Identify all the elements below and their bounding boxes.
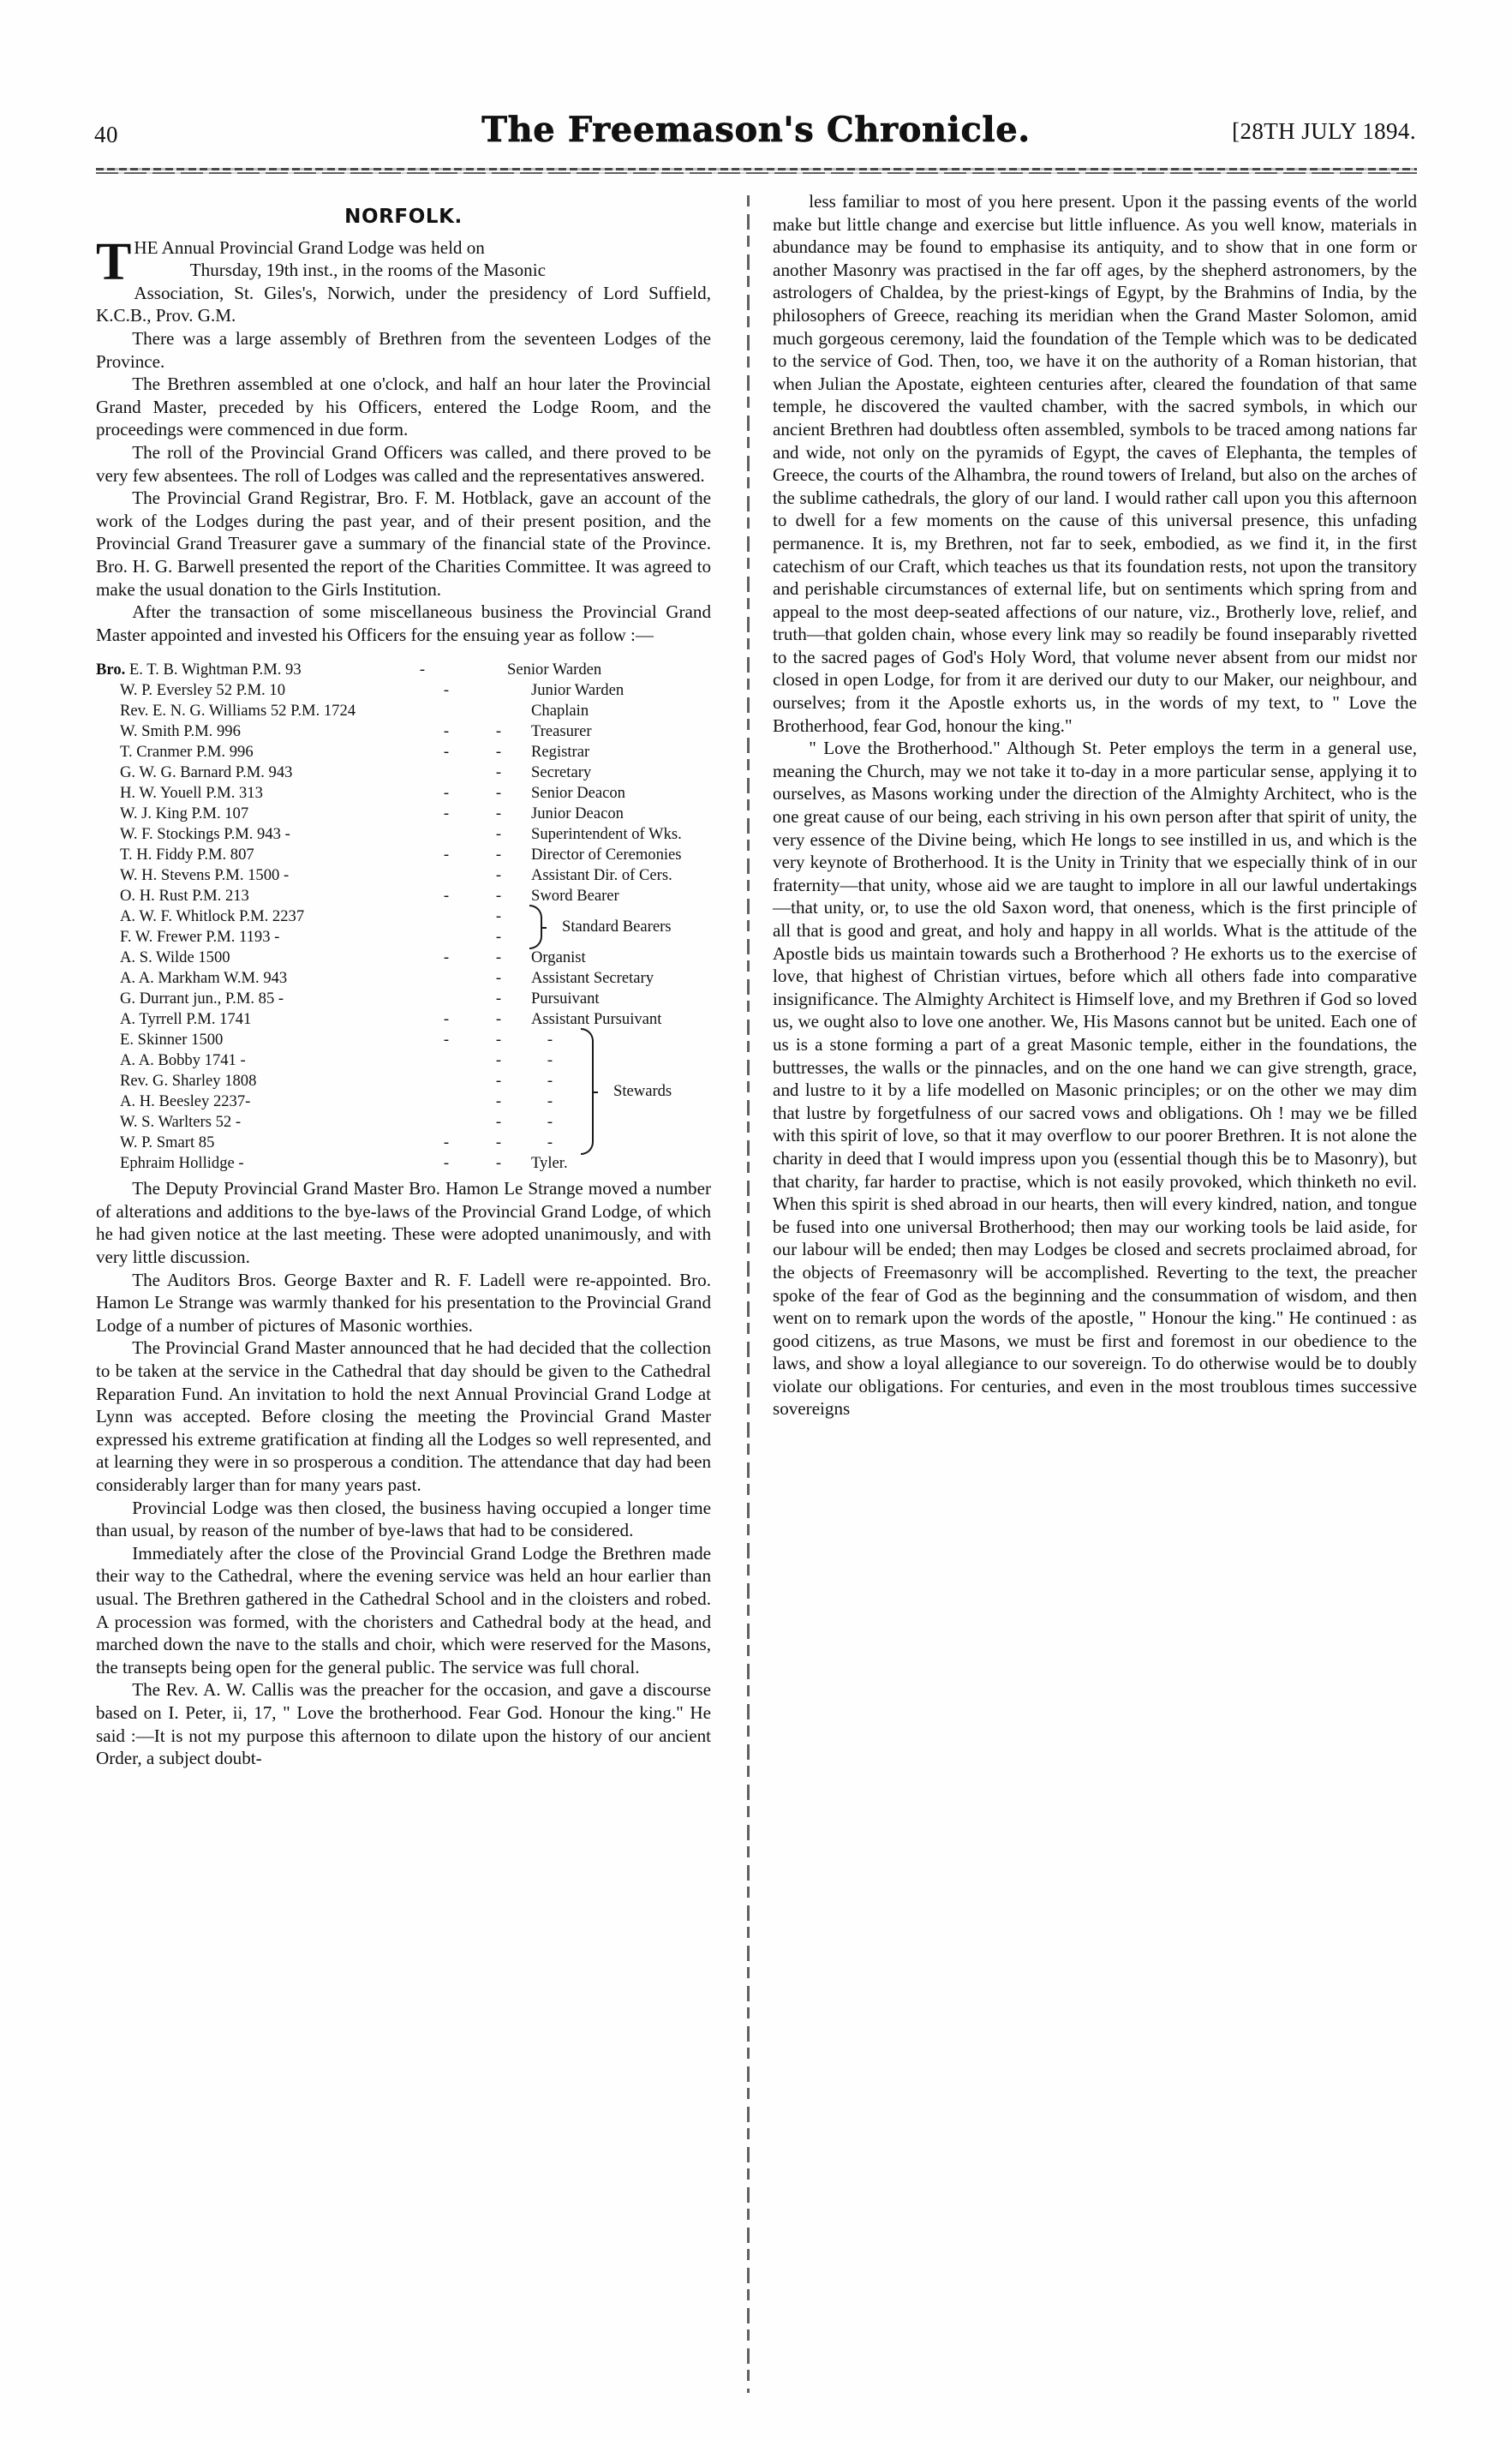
officer-row — [96, 1050, 576, 1071]
left-column — [96, 190, 711, 1770]
officer-name: T. H. Fiddy P.M. 807 — [120, 846, 254, 864]
officer-row — [96, 783, 711, 804]
officer-role: Assistant Secretary — [531, 969, 654, 988]
officer-dash: - — [443, 784, 450, 803]
officer-role: Organist — [531, 948, 586, 967]
officer-name: Rev. E. N. G. Williams 52 P.M. 1724 — [120, 702, 356, 721]
paragraphs-after-officer-list — [96, 1177, 711, 1769]
officer-row — [96, 680, 711, 701]
officer-dash: - — [443, 1154, 450, 1173]
officer-dash: - — [547, 1051, 553, 1070]
officer-role: Tyler. — [531, 1154, 568, 1173]
officer-role: Senior Warden — [507, 661, 602, 679]
body-paragraph: Immediately after the close of the Provincial Grand Lodge the Brethren made their way to the Cathedral, where the evening service was held an hour earlier than usual. The Brethren gathered in the Cathedral School and in the cloisters and robed. A procession was formed, with the choristers and Cathedral body at the head, and marched down the nave to the stalls and choir, which were reserved for the Masons, the transepts being open for the general public. The service was full choral. — [96, 1542, 711, 1678]
officer-row — [96, 701, 711, 721]
body-paragraph: The Provincial Grand Registrar, Bro. F. M. Hotblack, gave an account of the work of the Lodges during the past year, and of their present position, and the Provincial Grand Treasurer gave a summary of the financial state of the Province. Bro. H. G. Barwell presented the report of the Charities Committee. It was agreed to make the usual donation to the Girls Institution. — [96, 487, 711, 600]
officer-name: A. Tyrrell P.M. 1741 — [120, 1010, 252, 1029]
officer-row — [96, 927, 524, 948]
officer-name: Rev. G. Sharley 1808 — [120, 1072, 257, 1091]
officer-dash: - — [547, 1072, 553, 1091]
officer-role: Treasurer — [531, 722, 592, 741]
officer-name: H. W. Youell P.M. 313 — [120, 784, 263, 803]
officer-row — [96, 906, 524, 927]
officer-row — [96, 1009, 711, 1030]
officer-row — [96, 948, 711, 968]
officer-name: E. Skinner 1500 — [120, 1031, 224, 1050]
officer-dash: - — [547, 1113, 553, 1132]
officer-name: A. H. Beesley 2237- — [120, 1092, 251, 1111]
body-paragraph: The roll of the Provincial Grand Officers was called, and there proved to be very few absentees. The roll of Lodges was called and the representatives answered. — [96, 441, 711, 486]
body-paragraph: The Provincial Grand Master announced that he had decided that the collection to be taken at the service in the Cathedral that day should be given to the Cathedral Reparation Fund. An invitation to hold the next Annual Provincial Grand Lodge at Lynn was accepted. Before closing the meeting the Provincial Grand Master expressed his extreme gratification at finding all the Lodges so well represented, and at learning they were in so prosperous a condition. The attendance that day had been considerably larger than for many years past. — [96, 1337, 711, 1495]
officer-row — [96, 721, 711, 742]
officer-row — [96, 1133, 576, 1153]
officer-row — [96, 762, 711, 783]
officer-dash: - — [443, 887, 450, 906]
officer-row — [96, 660, 711, 680]
officer-name: W. P. Eversley 52 P.M. 10 — [120, 681, 286, 700]
opening-line-1: HE Annual Provincial Grand Lodge was held on — [134, 236, 485, 258]
body-paragraph: less familiar to most of you here present. Upon it the passing events of the world make but little change and exercise but little influence. As you well know, materials in abundance may be found to emphasise its antiquity, and to show that in one form or another Masonry was practised in the far off ages, by the shepherd astronomers, by the astrologers of Chaldea, by the priest-kings of Egypt, by the Brahmins of India, by the philosophers of Greece, reaching its meridian when the Grand Master Solomon, amid much gorgeous ceremony, laid the foundation of the Temple which was to be dedicated to the service of God. Then, too, we have it on the authority of a Roman historian, that when Julian the Apostate, eighteen centuries after, cleared the foundation of that same temple, he discovered the vaulted chamber, with the sacred symbols, in which our ancient Brethren had doubtless often assembled, symbols to be traced among nations far and wide, not only on the pyramids of Egypt, the caves of Elephanta, the temples of Greece, the courts of the Alhambra, the round towers of Ireland, but also on the arches of the sublime cathedrals, the glory of our land. I would rather call upon you this afternoon to dwell for a few moments on the cause of this universal presence, this unfading permanence. It is, my Brethren, not far to seek, embodied, as we find it, in the first catechism of our Craft, which teaches us that its foundation rests, not upon the transitory and perishable circumstances of external life, but on sentiments which spring from and appeal to the most deep-seated affections of our nature, viz., Brotherly love, relief, and truth—that golden chain, whose every link may so readily be found inseparably rivetted to the sacred pages of God's Holy Word, that volume never absent from our midst nor closed in open Lodge, for from it are derived our duty to our Maker, our neighbour, and ourselves; from it the Apostle exhorts us, in the words of my text, to " Love the Brotherhood, fear God, honour the king." — [773, 191, 1417, 736]
officer-dash: - — [443, 743, 450, 762]
officer-name: Ephraim Hollidge - — [120, 1154, 244, 1173]
officer-dash: - — [495, 948, 502, 967]
officer-dash: - — [419, 661, 426, 679]
officer-dash: - — [443, 846, 450, 864]
officer-dash: - — [443, 1031, 450, 1050]
body-paragraph: The Deputy Provincial Grand Master Bro. Hamon Le Strange moved a number of alterations and additions to the bye-laws of the Provincial Grand Lodge, of which he had given notice at the last meeting. These were adopted unanimously, and with very little discussion. — [96, 1178, 711, 1268]
officer-name: W. Smith P.M. 996 — [120, 722, 241, 741]
officer-row — [96, 989, 711, 1009]
body-paragraph: There was a large assembly of Brethren from the seventeen Lodges of the Province. — [96, 327, 711, 372]
officer-row — [96, 742, 711, 762]
sermon-text — [773, 190, 1417, 1420]
officer-dash: - — [495, 784, 502, 803]
section-heading: NORFOLK. — [344, 206, 463, 228]
brace-icon — [576, 1030, 598, 1153]
officer-name: W. P. Smart 85 — [120, 1133, 215, 1152]
officer-role: Secretary — [531, 763, 592, 782]
officer-name: A. W. F. Whitlock P.M. 2237 — [120, 907, 305, 926]
officer-name: W. J. King P.M. 107 — [120, 804, 249, 823]
officer-name: W. H. Stevens P.M. 1500 - — [120, 866, 290, 885]
officer-dash: - — [495, 1133, 502, 1152]
officer-dash: - — [495, 722, 502, 741]
officer-dash: - — [495, 1154, 502, 1173]
officer-row — [96, 1112, 576, 1133]
officer-dash: - — [495, 1010, 502, 1029]
officer-name: W. S. Warlters 52 - — [120, 1113, 242, 1132]
officer-role: Senior Deacon — [531, 784, 625, 803]
officer-name: F. W. Frewer P.M. 1193 - — [120, 928, 280, 947]
officer-dash: - — [495, 743, 502, 762]
officer-row-tyler — [96, 1153, 711, 1174]
officer-dash: - — [495, 1072, 502, 1091]
officer-dash: - — [495, 1092, 502, 1111]
officer-name: W. F. Stockings P.M. 943 - — [120, 825, 290, 844]
officer-row — [96, 886, 711, 906]
standard-bearers-brace — [524, 906, 550, 948]
body-paragraph: The Rev. A. W. Callis was the preacher for the occasion, and gave a discourse based on I. Peter, ii, 17, " Love the brotherhood. Fear God. Honour the king." He said :—It is not my purpose this afternoon to dilate upon the history of our ancient Order, a subject doubt- — [96, 1679, 711, 1769]
officer-dash: - — [443, 804, 450, 823]
officer-row — [96, 865, 711, 886]
stewards-group — [96, 1030, 711, 1153]
officer-name: Bro. E. T. B. Wightman P.M. 93 — [96, 661, 302, 679]
officer-role: Registrar — [531, 743, 590, 762]
officer-row — [96, 845, 711, 865]
officer-dash: - — [495, 1031, 502, 1050]
officer-dash: - — [495, 969, 502, 988]
bro-prefix: Bro. — [96, 661, 129, 679]
standard-bearers-group — [96, 906, 711, 948]
officer-name: G. Durrant jun., P.M. 85 - — [120, 990, 284, 1008]
officer-row — [96, 1091, 576, 1112]
officer-name: O. H. Rust P.M. 213 — [120, 887, 249, 906]
brace-icon — [524, 906, 547, 948]
officer-dash: - — [443, 948, 450, 967]
officer-dash: - — [547, 1031, 553, 1050]
paragraphs-before-officer-list — [96, 327, 711, 646]
officer-role: Sword Bearer — [531, 887, 619, 906]
column-divider-rule — [747, 195, 750, 2393]
opening-rest: Association, St. Giles's, Norwich, under the presidency of Lord Suffield, K.C.B., Prov. G.M. — [96, 282, 711, 326]
officer-dash: - — [495, 928, 502, 947]
officer-dash: - — [495, 887, 502, 906]
opening-line-2: Thursday, 19th inst., in the rooms of the Masonic — [189, 260, 546, 281]
officer-dash: - — [495, 1113, 502, 1132]
officer-dash: - — [443, 722, 450, 741]
body-paragraph: Provincial Lodge was then closed, the business having occupied a longer time than usual, by reason of the number of bye-laws that had to be considered. — [96, 1497, 711, 1541]
officer-role: Pursuivant — [531, 990, 600, 1008]
officer-dash: - — [495, 866, 502, 885]
officer-name: A. S. Wilde 1500 — [120, 948, 230, 967]
officer-dash: - — [495, 763, 502, 782]
officer-name: A. A. Markham W.M. 943 — [120, 969, 288, 988]
body-paragraph: After the transaction of some miscellaneous business the Provincial Grand Master appointed and invested his Officers for the ensuing year as follow :— — [96, 601, 711, 645]
stewards-label: Stewards — [613, 1082, 672, 1101]
officer-row — [96, 1071, 576, 1091]
masthead — [94, 110, 1418, 163]
officer-row — [96, 968, 711, 989]
header-rule — [96, 168, 1417, 170]
stewards-brace — [576, 1030, 601, 1153]
officer-dash: - — [495, 990, 502, 1008]
officer-name: G. W. G. Barnard P.M. 943 — [120, 763, 293, 782]
opening-paragraph — [96, 232, 711, 327]
drop-cap: T — [96, 232, 132, 291]
officer-dash: - — [443, 681, 450, 700]
officer-dash: - — [495, 846, 502, 864]
right-column — [773, 190, 1417, 1420]
officer-role: Assistant Dir. of Cers. — [531, 866, 672, 885]
officer-role: Chaplain — [531, 702, 589, 721]
officer-dash: - — [495, 825, 502, 844]
officer-row — [96, 1030, 576, 1050]
officer-role: Superintendent of Wks. — [531, 825, 682, 844]
officer-name: T. Cranmer P.M. 996 — [120, 743, 254, 762]
officer-dash: - — [495, 1051, 502, 1070]
officer-role: Junior Deacon — [531, 804, 624, 823]
officer-dash: - — [547, 1092, 553, 1111]
officer-role: Director of Ceremonies — [531, 846, 682, 864]
officer-row — [96, 804, 711, 824]
publication-title: The Freemason's Chronicle. — [481, 110, 1031, 150]
standard-bearers-label: Standard Bearers — [562, 918, 672, 936]
officer-name: A. A. Bobby 1741 - — [120, 1051, 246, 1070]
header-rule-secondary — [96, 172, 1417, 174]
officer-role: Junior Warden — [531, 681, 625, 700]
officer-dash: - — [495, 804, 502, 823]
officer-dash: - — [495, 907, 502, 926]
body-paragraph: " Love the Brotherhood." Although St. Peter employs the term in a general use, meaning the Church, may we not take it to-day in a more particular sense, applying it to ourselves, as Masons working under the direction of the Almighty Architect, who is the one great cause of our being, each striving in his own person after that spirit of unity, the very essence of the Divine being, which He longs to see instilled in us, and which is the very keynote of Brotherhood. It is the Unity in Trinity that we especially think of in our fraternity—that unity, whose aid we are taught to implore in all our lawful undertakings—that unity, or, to use the old Saxon word, that oneness, which is the first principle of all that is good and great, and holy and happy in all worlds. What is the attitude of the Apostle bids us maintain towards such a Brotherhood ? He exhorts us to the exercise of love, that highest of Christian virtues, before which all others fade into comparative insignificance. The Almighty Architect is Himself love, and my Brethren if God so loved us, we ought also to love one another. We, His Masons cannot but be united. Each one of us is a stone forming a part of a great Masonic temple, either in the foundations, the buttresses, the walls or the pinnacles, and on the one hand we can give strength, grace, and lustre to it by a life modelled on Masonic principles; or on the other we may dim that lustre by forgetfulness of our sacred vows and obligations. Oh ! may we be filled with this spirit of love, so that it may overflow to our poorer Brethren. It is not alone the charity in deed that I would impress upon you (essential though this be to Masonry), but that charity, far harder to practise, which is not easily provoked, which thinketh no evil. When this spirit is shed abroad in our hearts, then will every kindred, nation, and tongue be fused into one universal Brotherhood; then may our working tools be laid aside, for our labour will be ended; then may Lodges be closed and secrets proclaimed abroad, for the objects of Freemasonry will be accomplished. Reverting to the text, the preacher spoke of the fear of God as the beginning and the consummation of wisdom, and then went on to remark upon the words of the apostle, " Honour the king." He continued : as good citizens, as true Masons, we must be first and foremost in our obedience to the laws, and show a loyal allegiance to our sovereign. To do otherwise would be to doubly violate our obligations. For centuries, and even in the most troublous times successive sovereigns — [773, 738, 1417, 1420]
body-paragraph: The Brethren assembled at one o'clock, and half an hour later the Provincial Grand Master, preceded by his Officers, entered the Lodge Room, and the proceedings were commenced in due form. — [96, 374, 711, 440]
officer-dash: - — [443, 1133, 450, 1152]
officer-role: Assistant Pursuivant — [531, 1010, 662, 1029]
issue-date: [28TH JULY 1894. — [1232, 118, 1416, 144]
officer-dash: - — [443, 1010, 450, 1029]
page-number: 40 — [94, 122, 118, 147]
officer-dash: - — [547, 1133, 553, 1152]
officer-row — [96, 824, 711, 845]
body-paragraph: The Auditors Bros. George Baxter and R. F. Ladell were re-appointed. Bro. Hamon Le Strange was warmly thanked for his presentation to the Provincial Grand Lodge of a number of pictures of Masonic worthies. — [96, 1269, 711, 1336]
officers-list — [96, 660, 711, 1174]
